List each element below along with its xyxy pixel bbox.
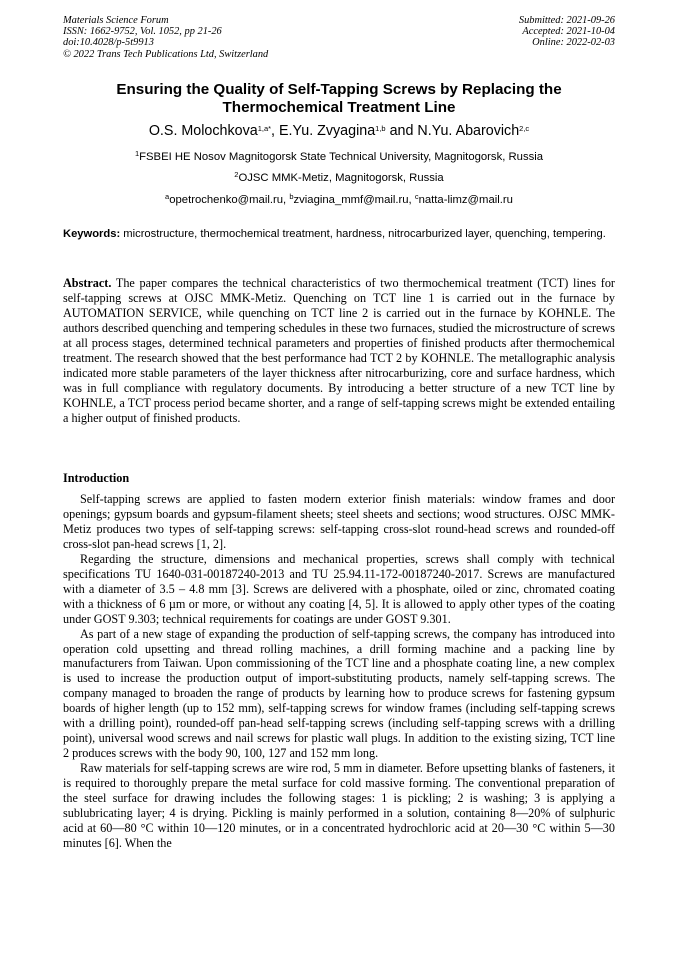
doi-line: doi:10.4028/p-5t9913	[63, 37, 154, 49]
keywords-text: microstructure, thermochemical treatment, hardness, nitrocarburized layer, quenching, tempering.	[120, 228, 606, 240]
author-emails	[63, 193, 615, 207]
affiliation-1	[63, 150, 615, 164]
author-superscript: 1,b	[375, 124, 386, 133]
email-superscript: b	[289, 192, 294, 201]
paper-title	[63, 81, 615, 117]
submitted-date: Submitted: 2021-09-26	[518, 15, 615, 26]
affiliation-superscript: 1	[134, 149, 140, 158]
author-superscript: 1,a*	[257, 124, 272, 133]
email-text: natta-limz@mail.ru	[418, 194, 513, 206]
body-paragraph: Raw materials for self-tapping screws are wire rod, 5 mm in diameter. Before upsetting blanks of fasteners, it is required to thoroughly prepare the metal surface for cold massive forming. The conventional preparation of the steel surface for drawing includes the following stages: 1 is pickling; 2 is washing; 3 is applying a sublubricating layer; 4 is drying. Pickling is mainly performed in a solution, containing 8—20% of sulphuric acid at 60—80 °C within 10—120 minutes, or in a concentrated hydrochloric acid at 20—30 °C within 5—30 minutes [6]. When the	[63, 761, 615, 850]
author-name: O.S. Molochkova	[148, 123, 258, 139]
author-list	[63, 122, 615, 140]
accepted-date: Accepted: 2021-10-04	[522, 26, 615, 38]
abstract	[63, 276, 615, 426]
affiliation-2	[63, 171, 615, 185]
affiliation-superscript: 2	[234, 170, 239, 179]
email-superscript: c	[414, 192, 419, 201]
abstract-paragraph	[63, 276, 615, 426]
author-superscript: 2,c	[519, 124, 530, 133]
title-line-1: Ensuring the Quality of Self-Tapping Screws by Replacing the	[116, 81, 562, 98]
email-superscript: a	[165, 192, 170, 201]
submission-dates	[519, 15, 615, 49]
affiliation-text: FSBEI HE Nosov Magnitogorsk State Technical University, Magnitogorsk, Russia	[139, 151, 544, 163]
copyright-line: © 2022 Trans Tech Publications Ltd, Switzerland	[63, 48, 269, 60]
online-date: Online: 2022-02-03	[532, 37, 615, 49]
issn-line: ISSN: 1662-9752, Vol. 1052, pp 21-26	[63, 26, 222, 38]
introduction-body	[63, 492, 615, 851]
author-name: E.Yu. Zvyagina	[279, 123, 376, 139]
body-paragraph: Self-tapping screws are applied to fasten modern exterior finish materials: window frames and door openings; gypsum boards and gypsum-filament sheets; steel sheets and sections; wood structures. OJSC MMK-Metiz produces two types of self-tapping screws: self-tapping cross-slot round-head screws and rounded-off cross-slot pan-head screws [1, 2].	[63, 492, 615, 551]
author-separator: and	[385, 123, 418, 139]
introduction-heading: Introduction	[63, 471, 130, 485]
author-name: N.Yu. Abarovich	[417, 123, 520, 139]
body-paragraph: As part of a new stage of expanding the production of self-tapping screws, the company has introduced into operation cold upsetting and thread rolling machines, a drill forming machine and a packing line by manufacturers from Taiwan. Upon commissioning of the TCT line and a phosphate coating line, a new complex is used to increase the production output of import-substituting products, namely self-tapping screws. The company managed to broaden the range of products by learning how to produce screws for fastening gypsum boards of higher length (up to 152 mm), self-tapping screws for window frames (including self-tapping screws with a drilling point), rounded-off pan-head self-tapping screws (including self-tapping screws with a drilling point), universal wood screws and nail screws for plastic wall plugs. In addition to the existing sizing, TCT line 2 produces screws with the body 90, 100, 127 and 152 mm long.	[63, 626, 615, 761]
body-paragraph: Regarding the structure, dimensions and mechanical properties, screws shall comply with technical specifications TU 1640-031-00187240-2013 and TU 25.94.11-172-00187240-2017. Screws are manufactured with a diameter of 3.5 – 4.8 mm [3]. Screws are delivered with a phosphate, oiled or zinc, chromated coating with a thickness of 6 µm or more, or without any coating [4, 5]. It is allowed to apply other types of the coating under GOST 9.303; technical requirements for coatings are under GOST 9.301.	[63, 551, 615, 626]
abstract-text: The paper compares the technical characteristics of two thermochemical treatment (TCT) lines for self-tapping screws at OJSC MMK-Metiz. Quenching on TCT line 1 is carried out in the furnace by AUTOMATION SERVICE, while quenching on TCT line 2 is carried out in the furnace by KOHNLE. The authors described quenching and tempering schedules in these two furnaces, studied the microstructure of screws at all process stages, determined technical parameters and properties of finished products after thermochemical treatment. The research showed that the best performance had TCT 2 by KOHNLE. The metallographic analysis indicated more stable parameters of the layer thickness after nitrocarburizing, core and surface hardness, which was in full compliance with regulatory documents. By introducing a better structure of a new TCT line by KOHNLE, a TCT process period became shorter, and a range of self-tapping screws might be extended entailing a higher output of finished products.	[63, 276, 615, 425]
affiliation-text: OJSC MMK-Metiz, Magnitogorsk, Russia	[238, 172, 444, 184]
journal-name: Materials Science Forum	[63, 15, 169, 26]
keywords	[63, 228, 615, 241]
email-text: zviagina_mmf@mail.ru,	[293, 194, 415, 206]
abstract-label: Abstract.	[63, 276, 112, 290]
email-text: opetrochenko@mail.ru,	[169, 194, 290, 206]
title-line-2: Thermochemical Treatment Line	[222, 99, 456, 116]
keywords-label: Keywords:	[63, 228, 121, 240]
author-separator: ,	[271, 123, 279, 139]
journal-info	[63, 15, 268, 60]
